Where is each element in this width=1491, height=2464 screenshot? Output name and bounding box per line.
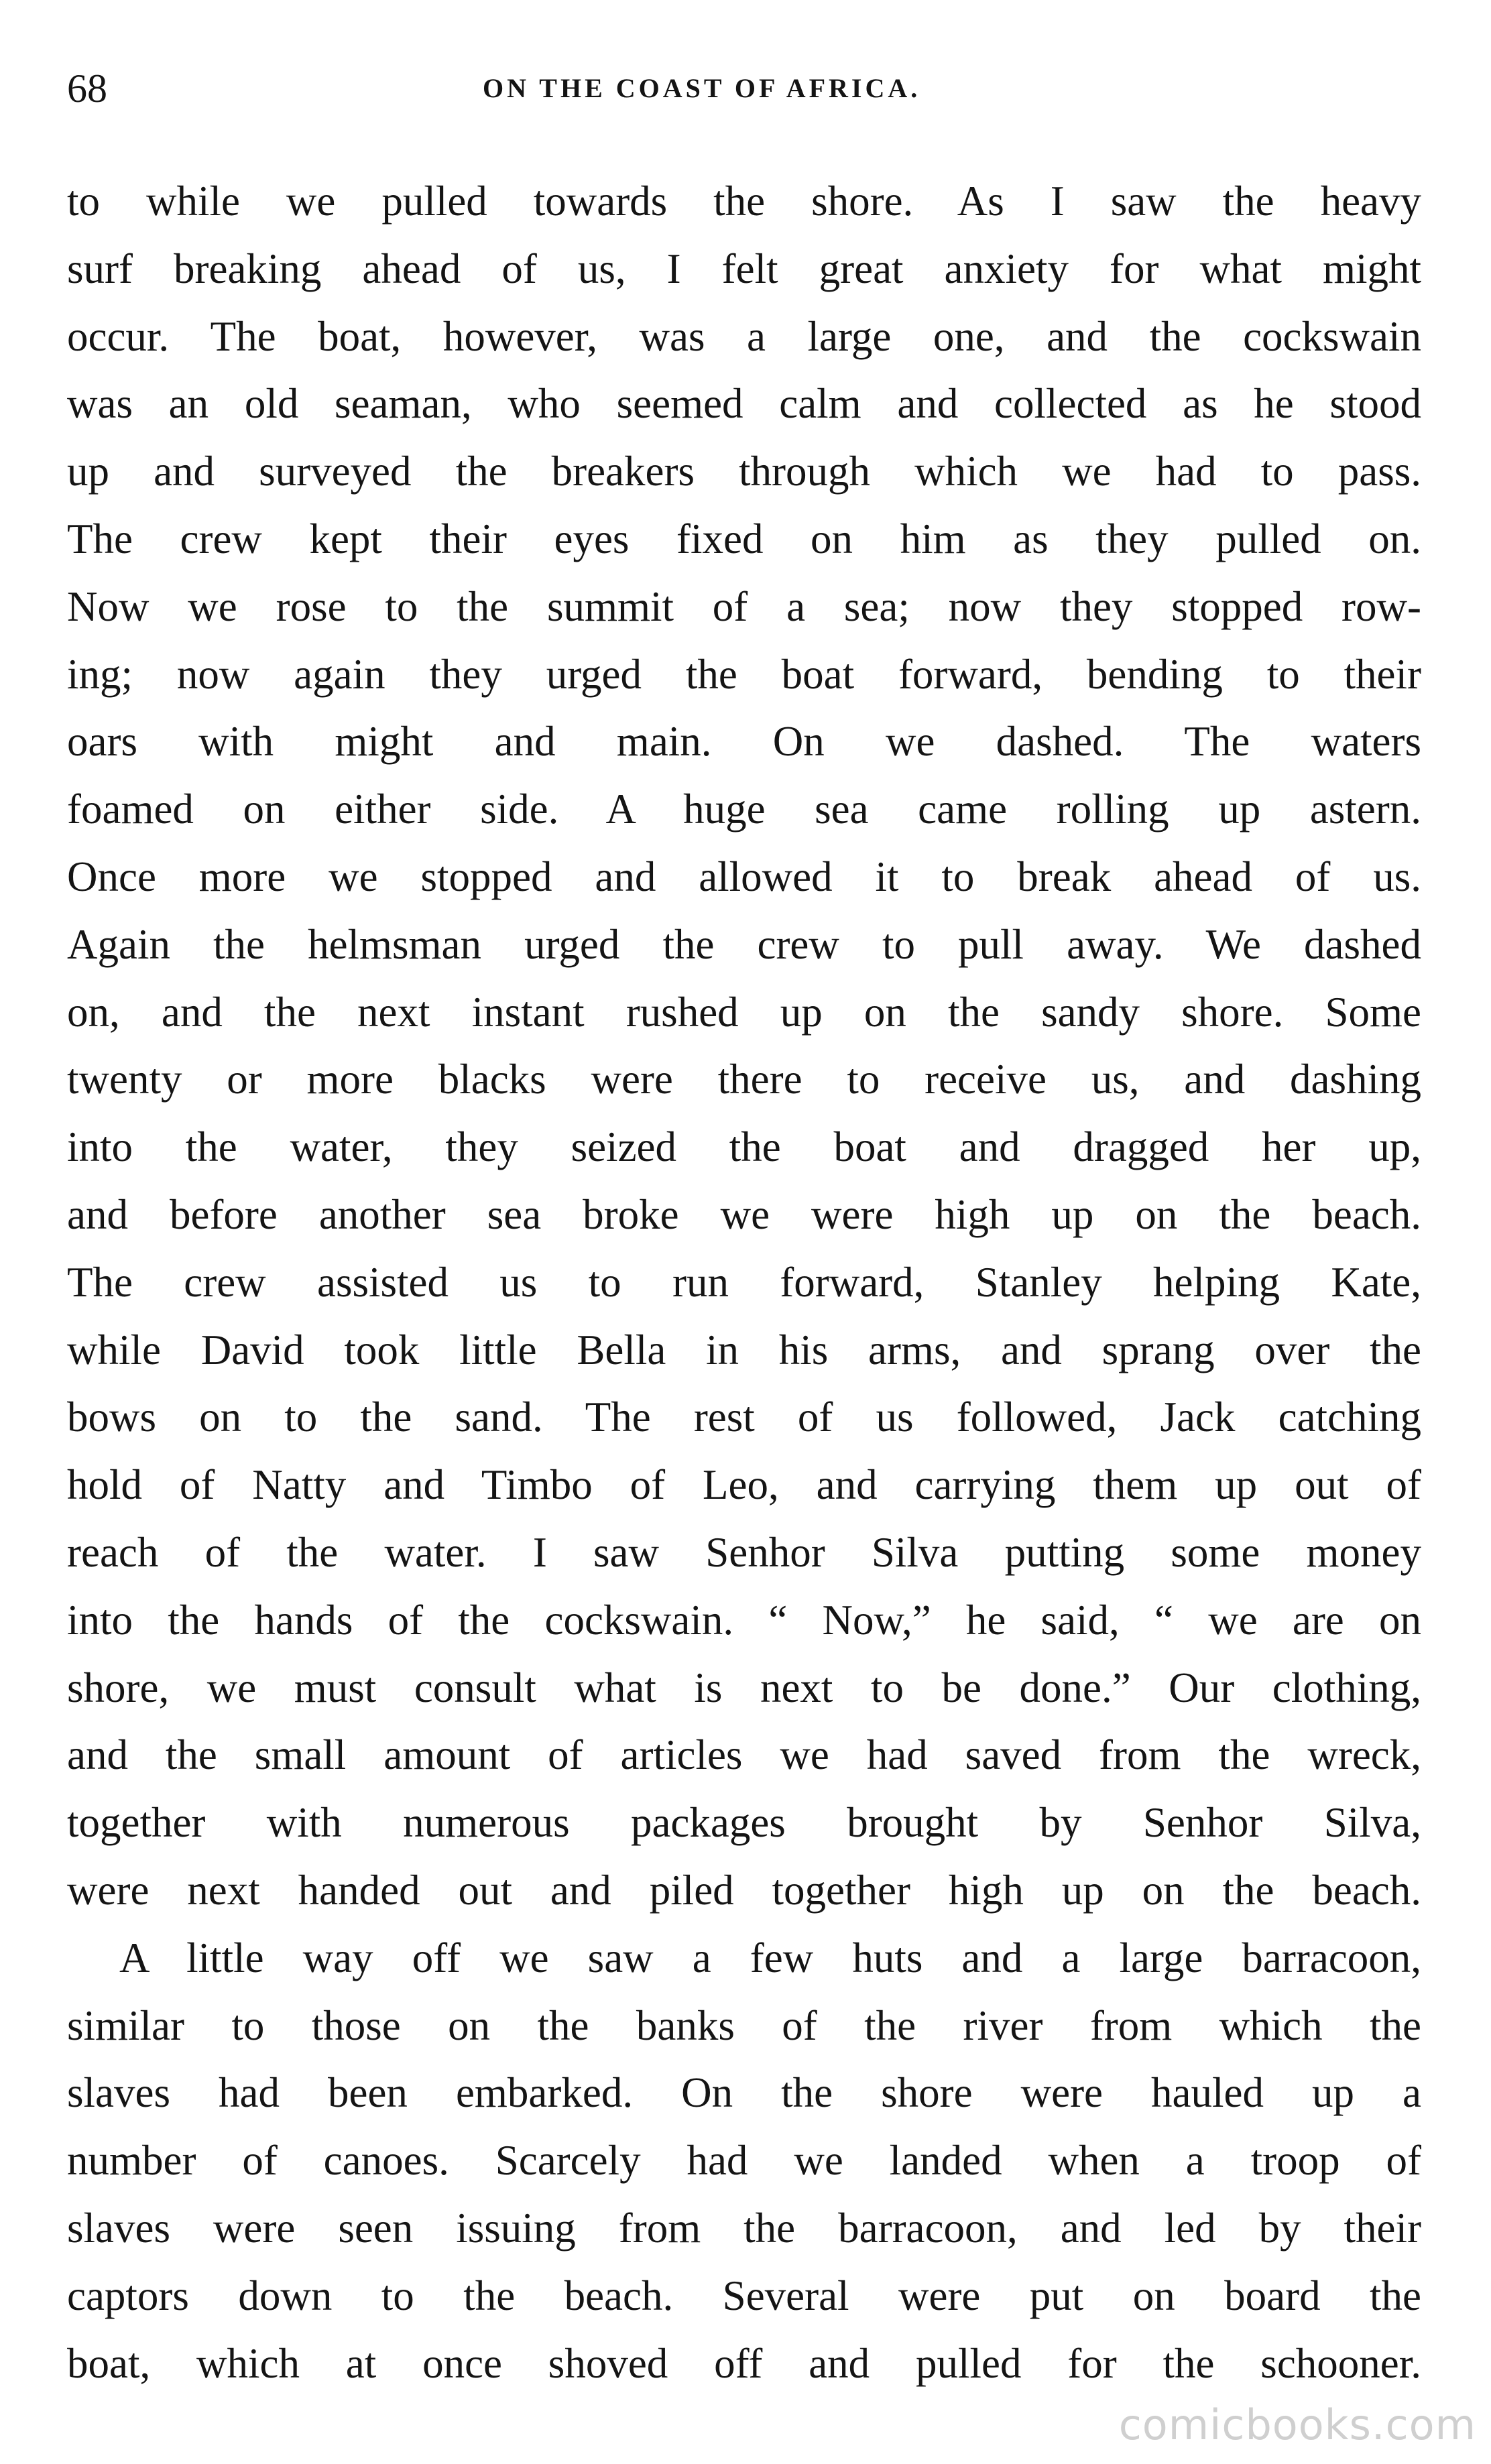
page-header	[67, 62, 1421, 115]
text-line: surf breaking ahead of us, I felt great anxiety for what might	[67, 245, 1421, 292]
text-line: The crew kept their eyes fixed on him as they pulled on.	[67, 515, 1421, 562]
text-line: on, and the next instant rushed up on the sandy shore. Some	[67, 988, 1421, 1036]
text-line: were next handed out and piled together high up on the beach.	[67, 1866, 1421, 1914]
text-line: into the water, they seized the boat and dragged her up,	[67, 1123, 1421, 1171]
text-line: and the small amount of articles we had saved from the wreck,	[67, 1731, 1421, 1779]
text-line: and before another sea broke we were high up on the beach.	[67, 1190, 1421, 1238]
text-line: was an old seaman, who seemed calm and collected as he stood	[67, 380, 1421, 428]
text-line: reach of the water. I saw Senhor Silva putting some money	[67, 1528, 1421, 1576]
text-line: together with numerous packages brought by Senhor Silva,	[67, 1799, 1421, 1847]
text-line: ing; now again they urged the boat forward, bending to their	[67, 650, 1421, 698]
page-number: 68	[67, 66, 107, 111]
text-line: twenty or more blacks were there to receive us, and dashing	[67, 1056, 1421, 1103]
text-line: foamed on either side. A huge sea came rolling up astern.	[67, 786, 1421, 833]
text-line: boat, which at once shoved off and pulled for the schooner.	[67, 2339, 1421, 2387]
text-line: into the hands of the cockswain. “ Now,” he said, “ we are on	[67, 1596, 1421, 1644]
running-title: ON THE COAST OF AFRICA.	[483, 73, 921, 103]
text-line: Once more we stopped and allowed it to break ahead of us.	[67, 853, 1421, 900]
text-line: similar to those on the banks of the river from which the	[67, 2001, 1421, 2049]
paragraph-1	[67, 168, 1421, 1924]
text-line: Now we rose to the summit of a sea; now they stopped row-	[67, 582, 1421, 630]
text-line: captors down to the beach. Several were put on board the	[67, 2272, 1421, 2319]
text-line: up and surveyed the breakers through which we had to pass.	[67, 448, 1421, 495]
text-line: bows on to the sand. The rest of us followed, Jack catching	[67, 1394, 1421, 1441]
watermark: comicbooks.com	[1118, 2400, 1476, 2449]
text-line: oars with might and main. On we dashed. The waters	[67, 718, 1421, 765]
text-line: slaves were seen issuing from the barracoon, and led by their	[67, 2204, 1421, 2252]
text-line: while David took little Bella in his arms, and sprang over the	[67, 1326, 1421, 1373]
text-line: hold of Natty and Timbo of Leo, and carrying them up out of	[67, 1461, 1421, 1509]
text-line: The crew assisted us to run forward, Stanley helping Kate,	[67, 1258, 1421, 1306]
text-line: occur. The boat, however, was a large one, and the cockswain	[67, 312, 1421, 360]
text-line: A little way off we saw a few huts and a large barracoon,	[119, 1934, 1421, 1981]
paragraph-2	[67, 1924, 1421, 2398]
text-line: slaves had been embarked. On the shore were hauled up a	[67, 2069, 1421, 2117]
body-text	[67, 168, 1421, 2397]
text-line: Again the helmsman urged the crew to pull away. We dashed	[67, 920, 1421, 968]
text-line: shore, we must consult what is next to be done.” Our clothing,	[67, 1664, 1421, 1711]
text-line: to while we pulled towards the shore. As I saw the heavy	[67, 178, 1421, 225]
text-line: number of canoes. Scarcely had we landed when a troop of	[67, 2137, 1421, 2184]
